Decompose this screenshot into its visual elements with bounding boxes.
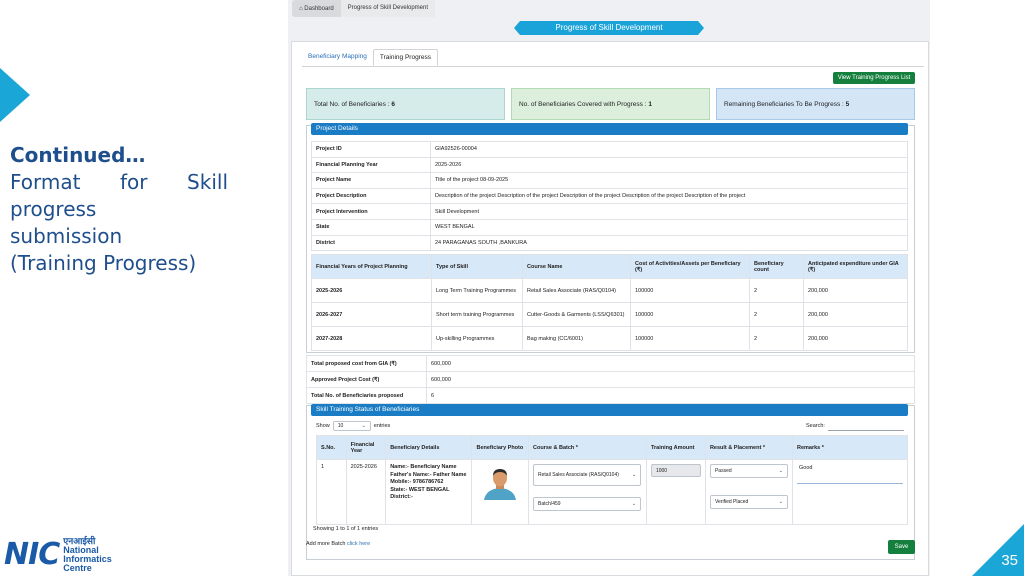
fy-header: Beneficiary count <box>750 255 804 279</box>
detail-value: 24 PARAGANAS SOUTH ,BANKURA <box>431 235 908 251</box>
fy-cell: 2025-2026 <box>312 279 432 303</box>
training-status-heading: Skill Training Status of Beneficiaries <box>311 404 908 416</box>
stat-remaining-beneficiaries: Remaining Beneficiaries To Be Progress : 5 <box>716 88 915 120</box>
project-details-table <box>311 141 908 251</box>
fy-header: Financial Years of Project Planning <box>312 255 432 279</box>
table-row <box>317 460 908 525</box>
detail-key: Financial Planning Year <box>312 157 431 173</box>
cell-details: Name:- Beneficiary Name Father's Name:- Father Name Mobile:- 9786786762 State:- WEST BENGAL District:- <box>386 460 472 525</box>
col-beneficiary-photo[interactable]: Beneficiary Photo <box>472 436 529 460</box>
detail-value: Skill Development <box>431 204 908 220</box>
breadcrumb <box>292 0 435 17</box>
nic-logo <box>4 537 112 573</box>
search-area: Search: <box>806 421 904 431</box>
entries-select[interactable]: 10 ⌄ <box>333 421 371 431</box>
cell-amount <box>646 460 705 525</box>
detail-value: GIA92526-00004 <box>431 142 908 158</box>
breadcrumb-current: Progress of Skill Development <box>341 0 435 17</box>
fy-cell: 100000 <box>631 327 750 351</box>
stat-total-beneficiaries: Total No. of Beneficiaries : 6 <box>306 88 505 120</box>
detail-value: Title of the project 08-09-2025 <box>431 173 908 189</box>
totals-table <box>306 355 915 404</box>
app-screenshot <box>288 0 930 576</box>
tab-divider <box>302 66 924 67</box>
total-value: 6 <box>427 388 915 404</box>
chevron-down-icon: ⌄ <box>778 499 783 505</box>
slide-number: 35 <box>1001 552 1018 569</box>
detail-key: Project ID <box>312 142 431 158</box>
project-detail-row <box>312 188 908 204</box>
detail-key: State <box>312 219 431 235</box>
project-detail-row <box>312 219 908 235</box>
table-row <box>312 327 908 351</box>
detail-value: Description of the project Description of the project Description of the project Description of the project Description of the project <box>431 188 908 204</box>
table-row <box>312 303 908 327</box>
cell-photo <box>472 460 529 525</box>
nic-logo-text: एनआईसी National Informatics Centre <box>63 536 112 573</box>
total-key: Total No. of Beneficiaries proposed <box>307 388 427 404</box>
remarks-textarea[interactable]: Good <box>797 464 903 484</box>
caption-line-2: progress <box>10 197 97 221</box>
fy-cell: Retail Sales Associate (RAS/Q0104) <box>523 279 631 303</box>
fy-header: Anticipated expenditure under GIA (₹) <box>804 255 908 279</box>
nic-logo-mark: NIC <box>4 537 60 572</box>
course-select[interactable]: Retail Sales Associate (RAS/Q0104) ⌄ <box>533 464 641 486</box>
fy-cell: Bag making (CC/6001) <box>523 327 631 351</box>
detail-value: WEST BENGAL <box>431 219 908 235</box>
caption-title: Continued… <box>10 143 146 167</box>
table-row <box>312 279 908 303</box>
total-value: 600,000 <box>427 372 915 388</box>
beneficiary-photo <box>480 466 520 500</box>
fy-cell: 2027-2028 <box>312 327 432 351</box>
project-detail-row <box>312 157 908 173</box>
fy-cell: Long Term Training Programmes <box>432 279 523 303</box>
project-detail-row <box>312 204 908 220</box>
showing-entries-text: Showing 1 to 1 of 1 entries <box>313 526 379 532</box>
fy-cell: Up-skilling Programmes <box>432 327 523 351</box>
total-key: Approved Project Cost (₹) <box>307 372 427 388</box>
status-table-header <box>317 436 908 460</box>
fy-cell: 2026-2027 <box>312 303 432 327</box>
add-more-batch: Add more Batch click here <box>306 541 371 547</box>
tabs <box>302 49 438 66</box>
add-batch-link[interactable]: click here <box>346 541 371 547</box>
chevron-down-icon: ⌄ <box>361 423 366 429</box>
save-button[interactable]: Save <box>888 540 915 554</box>
caption-line-4: (Training Progress) <box>10 251 197 275</box>
detail-key: District <box>312 235 431 251</box>
tab-beneficiary-mapping[interactable]: Beneficiary Mapping <box>308 53 367 60</box>
view-training-progress-list-button[interactable]: View Training Progress List <box>833 72 915 84</box>
caption-line-3: submission <box>10 224 123 248</box>
total-key: Total proposed cost from GIA (₹) <box>307 356 427 372</box>
total-row <box>307 388 915 404</box>
chevron-down-icon: ⌄ <box>778 468 783 474</box>
fy-cell: Short term training Programmes <box>432 303 523 327</box>
caption-line-1: Format for Skill <box>10 170 228 194</box>
col-remarks[interactable]: Remarks * <box>793 436 908 460</box>
fy-cell: 2 <box>750 279 804 303</box>
batch-select[interactable]: Batch/459 ⌄ <box>533 497 641 511</box>
main-panel <box>291 41 929 576</box>
result-select[interactable]: Passed ⌄ <box>710 464 788 478</box>
fy-cell: 100000 <box>631 279 750 303</box>
decor-triangle-left <box>0 68 30 122</box>
fy-cell: 2 <box>750 303 804 327</box>
financial-years-table <box>311 254 908 351</box>
chevron-down-icon: ⌄ <box>631 501 637 507</box>
slide-caption <box>10 142 228 277</box>
stat-covered-beneficiaries: No. of Beneficiaries Covered with Progress : 1 <box>511 88 710 120</box>
cell-result-placement <box>705 460 792 525</box>
fy-header: Type of Skill <box>432 255 523 279</box>
project-details-heading: Project Details <box>311 123 908 135</box>
cell-fy: 2025-2026 <box>346 460 386 525</box>
project-detail-row <box>312 173 908 189</box>
fy-cell: Cutter-Goods & Garments (LSS/Q6301) <box>523 303 631 327</box>
breadcrumb-home[interactable]: ⌂ Dashboard <box>299 5 334 12</box>
total-value: 600,000 <box>427 356 915 372</box>
show-entries: Show 10 ⌄ entries <box>316 423 391 429</box>
fy-cell: 100000 <box>631 303 750 327</box>
project-detail-row <box>312 235 908 251</box>
col-financial-year[interactable]: Financial Year <box>346 436 386 460</box>
total-row <box>307 356 915 372</box>
status-table <box>316 435 908 525</box>
fy-header: Cost of Activities/Assets per Beneficiary (₹) <box>631 255 750 279</box>
col-training-amount[interactable]: Training Amount <box>646 436 705 460</box>
fy-cell: 200,000 <box>804 279 908 303</box>
fy-header-row <box>312 255 908 279</box>
col-course-batch[interactable]: Course & Batch * <box>529 436 647 460</box>
fy-cell: 200,000 <box>804 327 908 351</box>
page-title-banner: Progress of Skill Development <box>520 21 698 35</box>
cell-sno: 1 <box>317 460 347 525</box>
chevron-down-icon: ⌄ <box>631 472 637 478</box>
cell-remarks <box>793 460 908 525</box>
training-amount-input[interactable]: 1000 <box>651 464 701 477</box>
detail-key: Project Intervention <box>312 204 431 220</box>
col-beneficiary-details[interactable]: Beneficiary Details <box>386 436 472 460</box>
fy-cell: 200,000 <box>804 303 908 327</box>
detail-value: 2025-2026 <box>431 157 908 173</box>
detail-key: Project Name <box>312 173 431 189</box>
fy-cell: 2 <box>750 327 804 351</box>
cell-course-batch <box>529 460 647 525</box>
col-sno[interactable]: S.No. <box>317 436 347 460</box>
fy-header: Course Name <box>523 255 631 279</box>
tab-training-progress[interactable]: Training Progress <box>373 49 438 66</box>
project-detail-row <box>312 142 908 158</box>
detail-key: Project Description <box>312 188 431 204</box>
placement-select[interactable]: Verified Placed ⌄ <box>710 495 788 509</box>
search-input[interactable] <box>828 421 904 431</box>
col-result-placement[interactable]: Result & Placement * <box>705 436 792 460</box>
total-row <box>307 372 915 388</box>
